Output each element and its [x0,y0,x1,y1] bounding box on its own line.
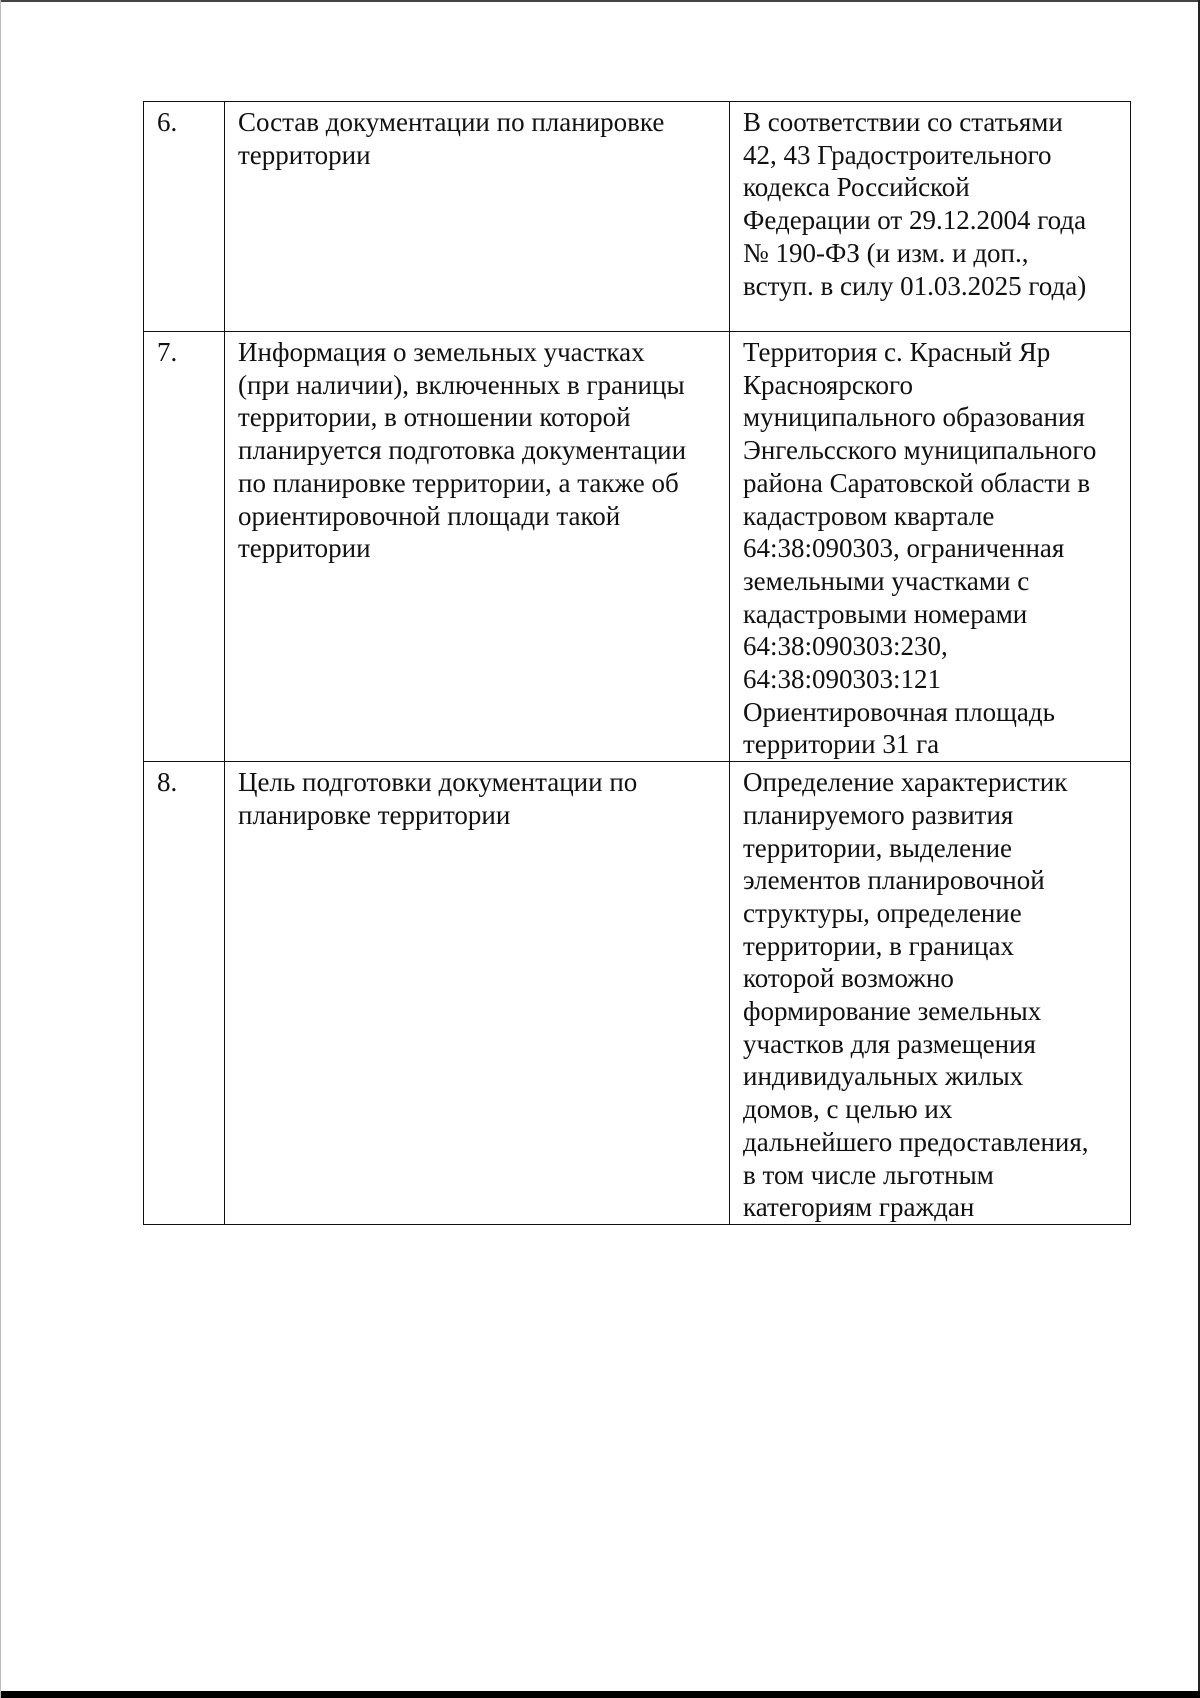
page-border-bottom [0,1691,1200,1698]
row-value-cell [730,102,1131,332]
row-number [144,102,225,332]
row-value-cell [730,762,1131,1225]
row-name-cell [225,762,730,1225]
row-value-text: В соответствии со статьями 42, 43 Градостроительного кодекса Российской Федерации от 29.12.2004 года № 190-ФЗ (и изм. и доп., вступ. в силу 01.03.2025 года) [743,107,1087,301]
table-row [144,102,1131,332]
row-number-text: 7. [157,337,178,367]
row-name-cell [225,102,730,332]
page-border-left [0,0,1,1698]
row-name-cell [225,332,730,762]
row-number [144,332,225,762]
row-value-text: Определение характеристик планируемого развития территории, выделение элементов планировочной структуры, определение территории, в границах которой возможно формирование земельных участков для размещения индивидуальных жилых домов, с целью их дальнейшего предоставления, в том числе льготным категориям граждан [743,767,1089,1223]
planning-documentation-table [143,101,1131,1225]
row-name-text: Информация о земельных участках (при наличии), включенных в границы территории, в отношении которой планируется подготовка документации по планировке территории, а также об ориентировочной площади такой территории [238,337,687,564]
row-value-text: Территория с. Красный Яр Красноярского муниципального образования Энгельсского муниципального района Саратовской области в кадастровом квартале 64:38:090303, ограниченная земельными участками с кадастровыми номерами 64:38:090303:230, 64:38:090303:121 Ориентировочная площадь территории 31 га [743,337,1097,760]
table-row [144,762,1131,1225]
row-number-text: 6. [157,107,178,137]
row-number [144,762,225,1225]
row-name-text: Цель подготовки документации по планировке территории [238,767,638,830]
row-value-cell [730,332,1131,762]
row-name-text: Состав документации по планировке территории [238,107,665,170]
page-border-top [0,0,1200,2]
table-row [144,332,1131,762]
row-number-text: 8. [157,767,178,798]
